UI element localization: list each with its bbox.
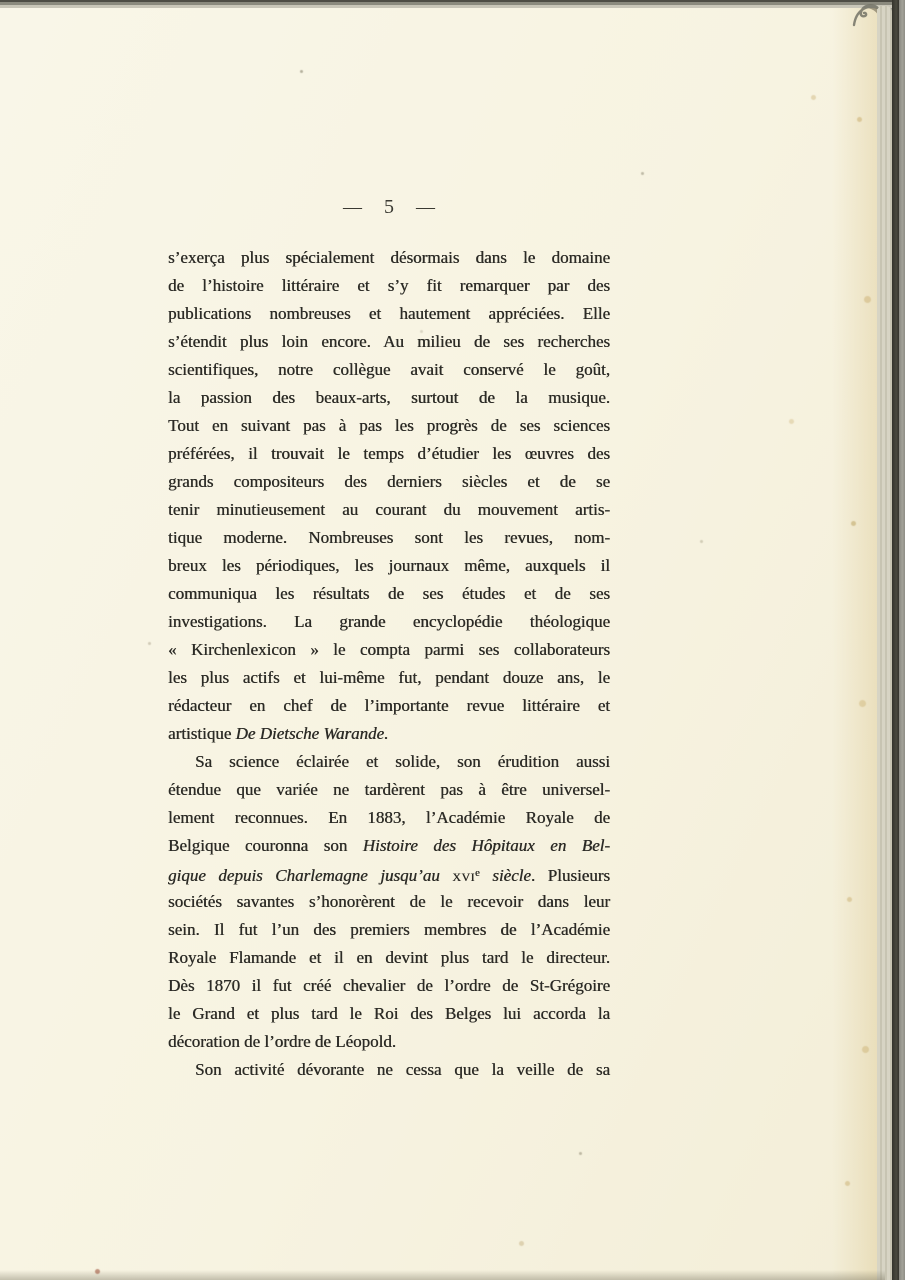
text-line: s’exerça plus spécialement désormais dans le domaine bbox=[168, 248, 610, 267]
text-line: « Kirchenlexicon » le compta parmi ses collaborateurs bbox=[168, 640, 610, 659]
text-line: gique depuis Charlemagne jusqu’au xvi$^e$ siècle. Plusieurs bbox=[168, 866, 610, 885]
foxing-spots bbox=[0, 0, 3, 3]
text-line: préférées, il trouvait le temps d’étudier les œuvres des bbox=[168, 444, 610, 463]
text-line: investigations. La grande encyclopédie théologique bbox=[168, 612, 610, 631]
text-line: étendue que variée ne tardèrent pas à être universel- bbox=[168, 780, 610, 799]
text-line: les plus actifs et lui-même fut, pendant douze ans, le bbox=[168, 668, 610, 687]
scan-bottom-edge bbox=[0, 1270, 885, 1280]
text-line: grands compositeurs des derniers siècles et de se bbox=[168, 472, 610, 491]
text-line: la passion des beaux-arts, surtout de la musique. bbox=[168, 388, 610, 407]
yellowing-band bbox=[832, 8, 878, 1280]
text-line: tenir minutieusement au courant du mouvement artis- bbox=[168, 500, 610, 519]
text-line: Sa science éclairée et solide, son érudition aussi bbox=[195, 752, 610, 771]
page-curl-icon bbox=[851, 1, 885, 29]
text-line: Son activité dévorante ne cessa que la veille de sa bbox=[195, 1060, 610, 1079]
text-line: le Grand et plus tard le Roi des Belges lui accorda la bbox=[168, 1004, 610, 1023]
text-line: décoration de l’ordre de Léopold. bbox=[168, 1032, 396, 1051]
text-line: artistique De Dietsche Warande. bbox=[168, 724, 389, 743]
scan-top-edge bbox=[0, 0, 905, 8]
text-line: Belgique couronna son Histoire des Hôpitaux en Bel- bbox=[168, 836, 610, 855]
text-line: Tout en suivant pas à pas les progrès de ses sciences bbox=[168, 416, 610, 435]
text-line: de l’histoire littéraire et s’y fit remarquer par des bbox=[168, 276, 610, 295]
text-line: sociétés savantes s’honorèrent de le recevoir dans leur bbox=[168, 892, 610, 911]
text-block bbox=[168, 244, 610, 1084]
page-stack-edge bbox=[877, 6, 892, 1280]
header-dash-left: — bbox=[343, 197, 362, 218]
text-line: rédacteur en chef de l’importante revue littéraire et bbox=[168, 696, 610, 715]
text-line: scientifiques, notre collègue avait conservé le goût, bbox=[168, 360, 610, 379]
text-line: Dès 1870 il fut créé chevalier de l’ordre de St-Grégoire bbox=[168, 976, 610, 995]
text-line: lement reconnues. En 1883, l’Académie Royale de bbox=[168, 808, 610, 827]
scan-right-outer-edge bbox=[899, 0, 905, 1280]
text-line: publications nombreuses et hautement appréciées. Elle bbox=[168, 304, 610, 323]
paper-sheet bbox=[0, 8, 880, 1280]
page-header bbox=[168, 196, 610, 219]
text-line: tique moderne. Nombreuses sont les revues, nom- bbox=[168, 528, 610, 547]
text-line: breux les périodiques, les journaux même, auxquels il bbox=[168, 556, 610, 575]
header-dash-right: — bbox=[416, 197, 435, 218]
text-line: Royale Flamande et il en devint plus tard le directeur. bbox=[168, 948, 610, 967]
text-line: communiqua les résultats de ses études et de ses bbox=[168, 584, 610, 603]
text-line: s’étendit plus loin encore. Au milieu de ses recherches bbox=[168, 332, 610, 351]
page-number: 5 bbox=[384, 196, 394, 218]
text-line: sein. Il fut l’un des premiers membres de l’Académie bbox=[168, 920, 610, 939]
book-block-shadow bbox=[892, 0, 899, 1280]
